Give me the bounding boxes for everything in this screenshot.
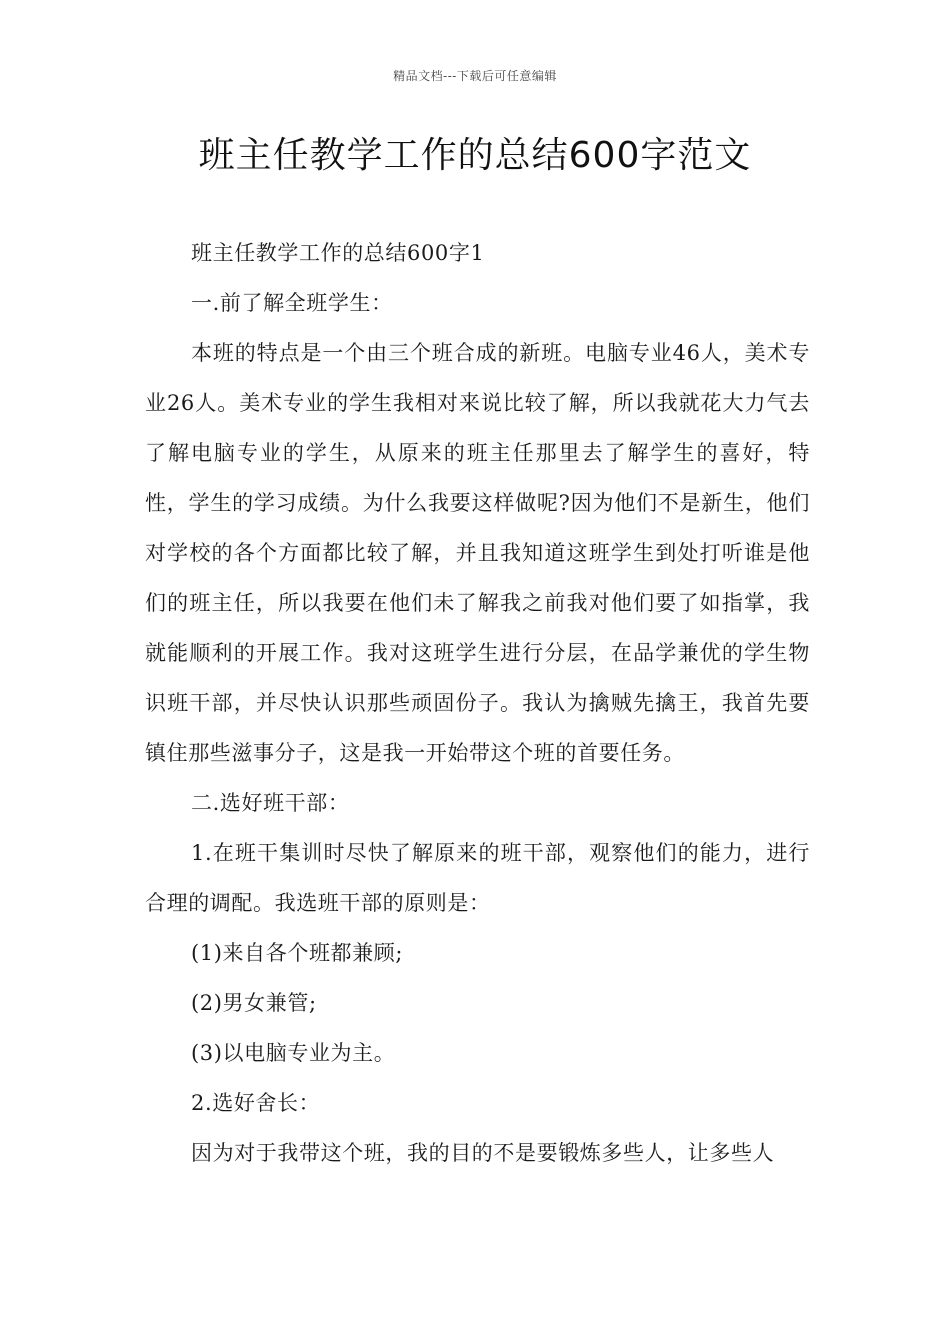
paragraph-section-heading-1: 一.前了解全班学生：: [191, 291, 393, 315]
paragraph-body: 因为对于我带这个班，我的目的不是要锻炼多些人，让多些人: [191, 1141, 775, 1165]
paragraph-item: 1.在班干集训时尽快了解原来的班干部，观察他们的能力，进行合理的调配。我选班干部的原则是：: [145, 841, 810, 915]
paragraph-subtitle: 班主任教学工作的总结600字1: [191, 241, 485, 265]
paragraph-list-item: (2)男女兼管;: [191, 991, 317, 1015]
header-note: 精品文档---下载后可任意编辑: [393, 69, 557, 83]
paragraph-item: 2.选好舍长：: [191, 1091, 321, 1115]
paragraph-list-item: (1)来自各个班都兼顾;: [191, 941, 404, 965]
paragraph-section-heading-2: 二.选好班干部：: [191, 791, 350, 815]
document-title: 班主任教学工作的总结600字范文: [198, 135, 752, 176]
document-body: [145, 228, 810, 1178]
paragraph-body: 本班的特点是一个由三个班合成的新班。电脑专业46人，美术专业26人。美术专业的学生我相对来说比较了解，所以我就花大力气去了解电脑专业的学生，从原来的班主任那里去了解学生的喜好，特性，学生的学习成绩。为什么我要这样做呢?因为他们不是新生，他们对学校的各个方面都比较了解，并且我知道这班学生到处打听谁是他们的班主任，所以我要在他们未了解我之前我对他们要了如指掌，我就能顺利的开展工作。我对这班学生进行分层，在品学兼优的学生物识班干部，并尽快认识那些顽固份子。我认为擒贼先擒王，我首先要镇住那些滋事分子，这是我一开始带这个班的首要任务。: [145, 341, 810, 765]
paragraph-list-item: (3)以电脑专业为主。: [191, 1041, 396, 1065]
